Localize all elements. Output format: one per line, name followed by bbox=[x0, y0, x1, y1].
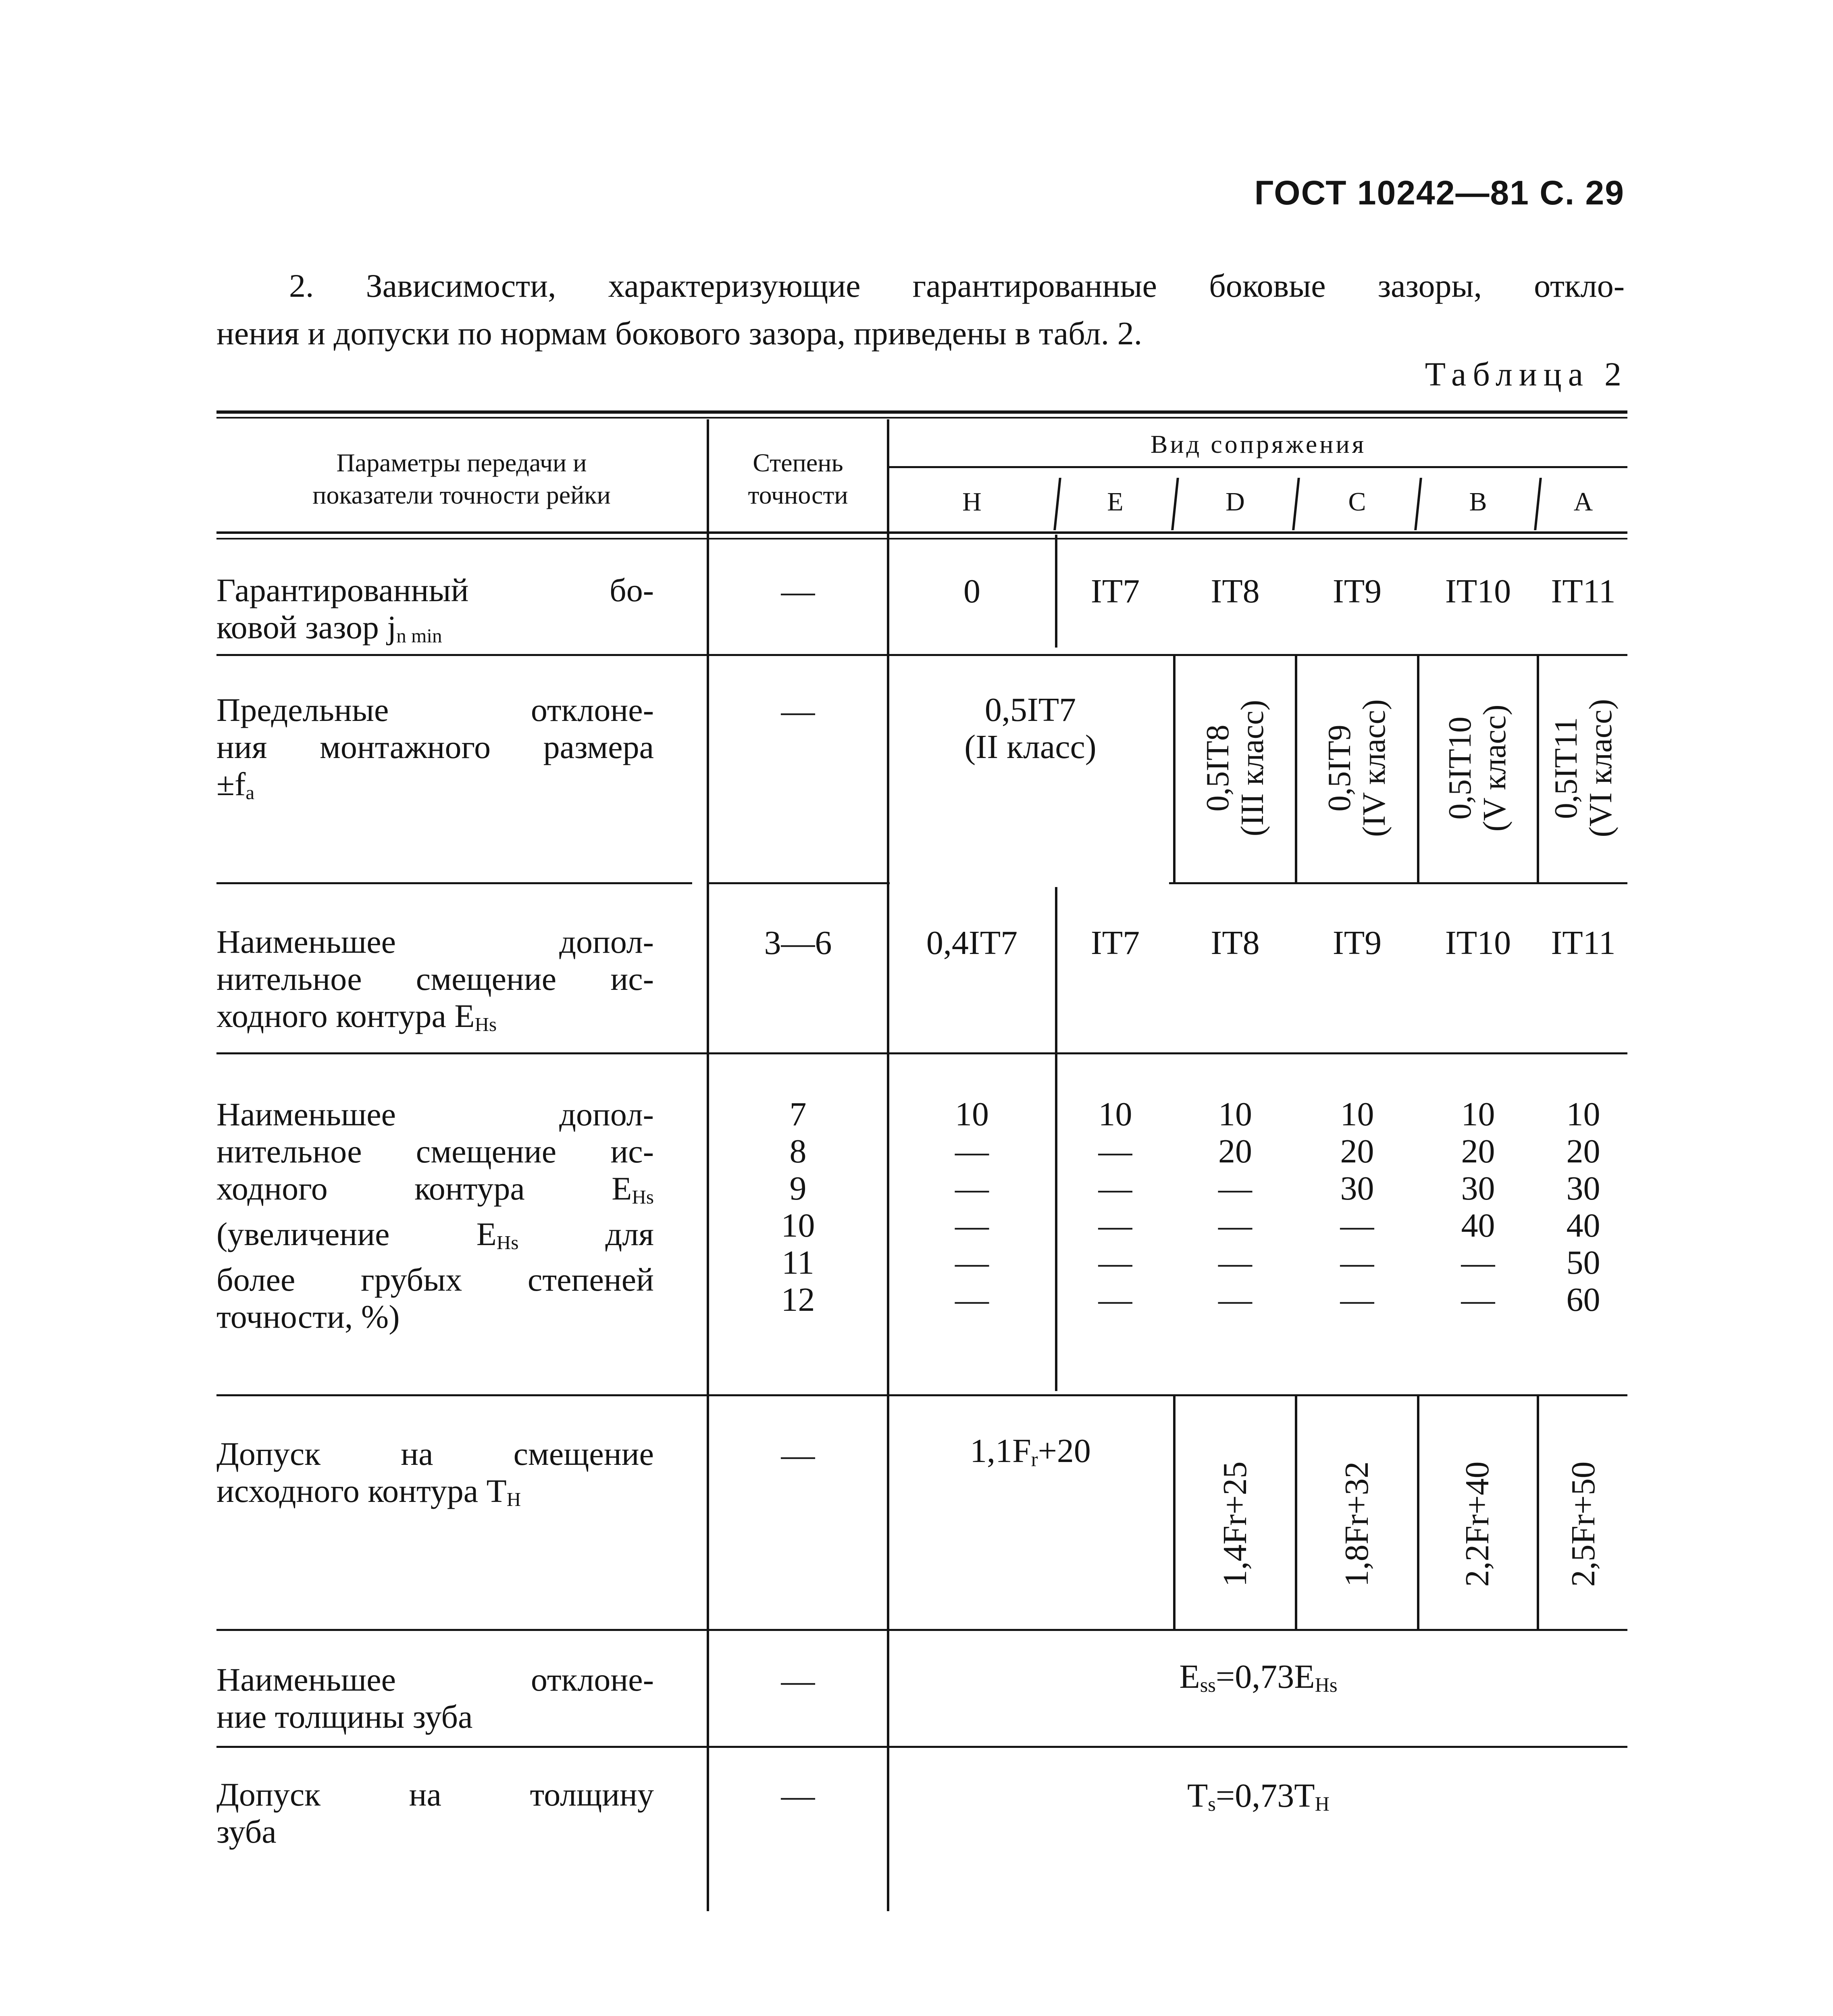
row-shiftinc-param-line6: точности, %) bbox=[216, 1298, 400, 1335]
body-divider-ba-row2 bbox=[1537, 656, 1539, 883]
row-clearance-param-line1: Гарантированный бо- bbox=[216, 572, 654, 608]
row-clearance-e: IT7 bbox=[1090, 573, 1140, 610]
row-shiftinc-col-b bbox=[1419, 1096, 1537, 1318]
mating-head-rule bbox=[889, 466, 1627, 468]
row-shift36-c: IT9 bbox=[1332, 924, 1382, 962]
row-deviation-c: 0,5IT9 (IV класс) bbox=[1322, 699, 1392, 837]
cell: 10 bbox=[1098, 1095, 1132, 1133]
row-shiftinc-col-c bbox=[1297, 1096, 1417, 1318]
body-divider-ed-row2 bbox=[1173, 656, 1176, 883]
cell: — bbox=[1218, 1244, 1252, 1281]
row-deviation-param bbox=[216, 691, 654, 811]
row-shiftinc-param-line1: Наименьшее допол- bbox=[216, 1096, 654, 1133]
row-clearance-b: IT10 bbox=[1445, 573, 1511, 610]
row-shift36-a: IT11 bbox=[1551, 924, 1616, 962]
cell: 20 bbox=[1218, 1133, 1252, 1170]
row-deviation-grade: — bbox=[781, 692, 815, 730]
cell: — bbox=[1098, 1281, 1132, 1318]
cell: — bbox=[1218, 1170, 1252, 1207]
body-divider-cb-row5 bbox=[1417, 1395, 1419, 1629]
row-thicktol-param-line2: зуба bbox=[216, 1813, 277, 1850]
mating-type-h: H bbox=[962, 487, 982, 516]
row-rule-2c bbox=[1169, 882, 1627, 884]
cell: 20 bbox=[1566, 1133, 1600, 1170]
row-shifttol-c: 1,8Fr+32 bbox=[1338, 1461, 1375, 1587]
cell: 30 bbox=[1340, 1170, 1374, 1207]
intro-paragraph bbox=[216, 262, 1625, 357]
row-thickdev-param-line2: ние толщины зуба bbox=[216, 1698, 473, 1735]
cell: 10 bbox=[1218, 1095, 1252, 1133]
row-shiftinc-param-line5: более грубых степеней bbox=[216, 1261, 654, 1298]
row-shiftinc-col-a bbox=[1539, 1096, 1627, 1318]
row-rule-2 bbox=[216, 882, 692, 884]
row-deviation-he-class: (II класс) bbox=[964, 728, 1096, 766]
cell: — bbox=[1461, 1244, 1495, 1281]
row-shift36-param-line3: ходного контура $E_{Hs}$ bbox=[216, 998, 497, 1035]
row-clearance-a: IT11 bbox=[1551, 573, 1616, 610]
row-rule-4 bbox=[216, 1394, 1627, 1396]
row-clearance-grade: — bbox=[781, 573, 815, 610]
row-thickdev-param bbox=[216, 1661, 654, 1735]
body-divider-cb-row2 bbox=[1417, 656, 1419, 883]
row-thicktol-grade: — bbox=[781, 1777, 815, 1814]
cell: 30 bbox=[1461, 1170, 1495, 1207]
body-divider-dc-row2 bbox=[1295, 656, 1297, 883]
row-shift36-e: IT7 bbox=[1090, 924, 1140, 962]
grade-8: 8 bbox=[789, 1133, 807, 1170]
row-thickdev-param-line1: Наименьшее отклоне- bbox=[216, 1661, 654, 1698]
row-shiftinc-param bbox=[216, 1096, 654, 1335]
cell: — bbox=[1218, 1207, 1252, 1244]
row-thicktol-formula: $T_s=0,73T_H$ bbox=[1187, 1777, 1329, 1816]
cell: — bbox=[955, 1170, 989, 1207]
row-shift36-param-line2: нительное смещение ис- bbox=[216, 960, 654, 997]
row-shift36-param-line1: Наименьшее допол- bbox=[216, 923, 654, 960]
header-bottom-rule-2 bbox=[216, 538, 1627, 539]
mating-type-b: B bbox=[1469, 487, 1487, 516]
row-shiftinc-param-line2: нительное смещение ис- bbox=[216, 1133, 654, 1170]
row-rule-6 bbox=[216, 1746, 1627, 1748]
row-rule-2b bbox=[707, 882, 890, 884]
row-clearance-param-line2: ковой зазор $j_{n min}$ bbox=[216, 609, 442, 647]
cell: 10 bbox=[1340, 1095, 1374, 1133]
cell: 10 bbox=[1461, 1095, 1495, 1133]
cell: — bbox=[1340, 1244, 1374, 1281]
body-divider-ba-row5 bbox=[1537, 1395, 1539, 1629]
row-shifttol-b: 2,2Fr+40 bbox=[1458, 1461, 1496, 1587]
row-shift36-param bbox=[216, 923, 654, 1043]
cell: 50 bbox=[1566, 1244, 1600, 1281]
row-shifttol-param-line1: Допуск на смещение bbox=[216, 1435, 654, 1472]
cell: 60 bbox=[1566, 1281, 1600, 1318]
cell: — bbox=[1461, 1281, 1495, 1318]
grade-9: 9 bbox=[789, 1170, 807, 1207]
mating-type-c: C bbox=[1348, 487, 1366, 516]
row-deviation-b: 0,5IT10 (V класс) bbox=[1442, 704, 1513, 832]
row-shift36-grade: 3—6 bbox=[764, 924, 832, 962]
row-clearance-param bbox=[216, 572, 654, 654]
cell: — bbox=[1218, 1281, 1252, 1318]
mating-type-d: D bbox=[1225, 487, 1245, 516]
row-rule-5 bbox=[216, 1629, 1627, 1631]
row-shiftinc-param-line4: (увеличение $E_{Hs}$ для bbox=[216, 1215, 654, 1254]
row-deviation-d: 0,5IT8 (III класс) bbox=[1200, 700, 1270, 837]
col-param-head bbox=[216, 447, 707, 511]
table-top-rule-2 bbox=[216, 417, 1627, 419]
col-mating-head: Вид сопряжения bbox=[1150, 430, 1367, 458]
mating-type-a: A bbox=[1573, 487, 1593, 516]
body-divider-ed-row5 bbox=[1173, 1395, 1176, 1629]
col-grade-head-line1: Степень bbox=[753, 448, 843, 477]
row-clearance-d: IT8 bbox=[1211, 573, 1260, 610]
header-bottom-rule bbox=[216, 531, 1627, 534]
grade-11: 11 bbox=[782, 1244, 814, 1281]
body-divider-dc-row5 bbox=[1295, 1395, 1297, 1629]
cell: — bbox=[1340, 1281, 1374, 1318]
row-shift36-b: IT10 bbox=[1445, 924, 1511, 962]
intro-line-2: нения и допуски по нормам бокового зазора, приведены в табл. 2. bbox=[216, 315, 1142, 352]
mating-type-e: E bbox=[1107, 487, 1124, 516]
col-param-head-line1: Параметры передачи и bbox=[336, 448, 587, 477]
row-deviation-he bbox=[889, 691, 1171, 766]
row-thickdev-grade: — bbox=[781, 1662, 815, 1699]
cell: 30 bbox=[1566, 1170, 1600, 1207]
cell: — bbox=[1340, 1207, 1374, 1244]
cell: — bbox=[1098, 1207, 1132, 1244]
row-thicktol-param bbox=[216, 1776, 654, 1850]
row-shift36-d: IT8 bbox=[1211, 924, 1260, 962]
row-clearance-h: 0 bbox=[963, 573, 980, 610]
row-shifttol-grade: — bbox=[781, 1436, 815, 1474]
row-shiftinc-col-d bbox=[1176, 1096, 1295, 1318]
row-deviation-a: 0,5IT11 (VI класс) bbox=[1548, 699, 1619, 837]
row-shifttol-he: $1,1F_r+20$ bbox=[970, 1432, 1091, 1471]
row-shift36-h: 0,4IT7 bbox=[926, 924, 1018, 962]
cell: 10 bbox=[1566, 1095, 1600, 1133]
cell: 20 bbox=[1461, 1133, 1495, 1170]
grade-12: 12 bbox=[781, 1281, 815, 1318]
cell: — bbox=[955, 1244, 989, 1281]
col-param-head-line2: показатели точности рейки bbox=[312, 481, 611, 509]
row-shiftinc-grades bbox=[709, 1096, 887, 1318]
cell: — bbox=[1098, 1133, 1132, 1170]
row-shifttol-param-line2: исходного контура $T_H$ bbox=[216, 1472, 521, 1510]
col-grade-head bbox=[709, 447, 887, 511]
grade-7: 7 bbox=[789, 1095, 807, 1133]
row-shiftinc-col-h bbox=[889, 1096, 1055, 1318]
row-shifttol-a: 2,5Fr+50 bbox=[1565, 1461, 1602, 1587]
row-deviation-he-value: 0,5IT7 bbox=[984, 691, 1076, 729]
row-clearance-c: IT9 bbox=[1332, 573, 1382, 610]
row-shiftinc-param-line3: ходного контура $E_{Hs}$ bbox=[216, 1170, 654, 1208]
row-deviation-param-line3: $\pm f_a$ bbox=[216, 766, 255, 804]
intro-line-1: 2. Зависимости, характеризующие гарантированные боковые зазоры, откло- bbox=[289, 267, 1625, 304]
table-top-rule bbox=[216, 410, 1627, 414]
page-header: ГОСТ 10242—81 С. 29 bbox=[1254, 174, 1625, 212]
cell: 10 bbox=[955, 1095, 989, 1133]
row-thickdev-formula: $E_{ss}=0,73E_{Hs}$ bbox=[1179, 1658, 1338, 1697]
cell: — bbox=[955, 1281, 989, 1318]
row-shifttol-param bbox=[216, 1435, 654, 1518]
table-caption: Таблица 2 bbox=[1425, 356, 1628, 393]
row-deviation-param-line2: ния монтажного размера bbox=[216, 729, 654, 765]
cell: 40 bbox=[1566, 1207, 1600, 1244]
cell: 20 bbox=[1340, 1133, 1374, 1170]
row-rule-3 bbox=[216, 1052, 1627, 1054]
col-grade-head-line2: точности bbox=[748, 481, 848, 509]
cell: — bbox=[955, 1207, 989, 1244]
cell: 40 bbox=[1461, 1207, 1495, 1244]
row-deviation-param-line1: Предельные отклоне- bbox=[216, 691, 654, 728]
row-thicktol-param-line1: Допуск на толщину bbox=[216, 1776, 654, 1813]
row-shiftinc-col-e bbox=[1057, 1096, 1173, 1318]
row-shifttol-d: 1,4Fr+25 bbox=[1216, 1461, 1254, 1587]
cell: — bbox=[1098, 1244, 1132, 1281]
cell: — bbox=[1098, 1170, 1132, 1207]
cell: — bbox=[955, 1133, 989, 1170]
grade-10: 10 bbox=[781, 1207, 815, 1244]
